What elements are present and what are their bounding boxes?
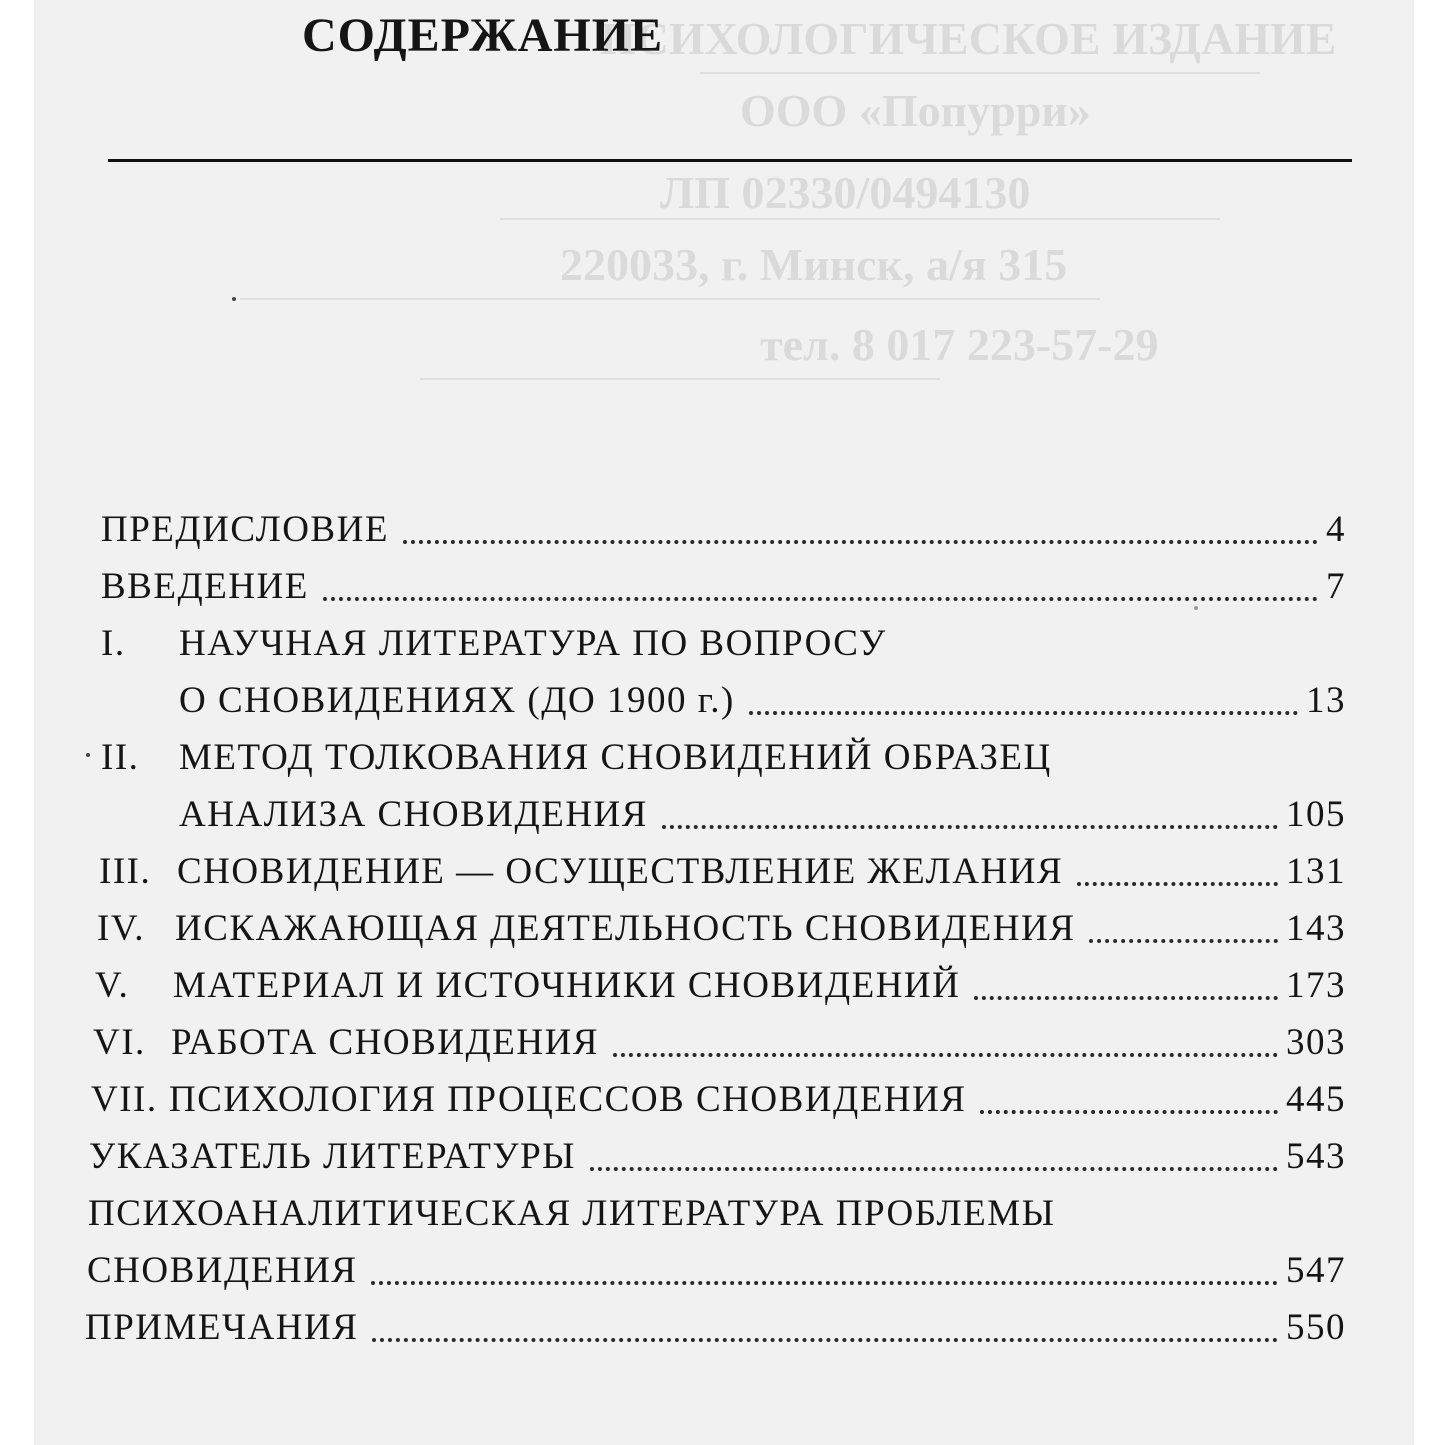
toc-page-number: 7 [1326,566,1346,607]
toc-entry-chapter-2-line-1 [101,733,1346,783]
page-title: СОДЕРЖАНИЕ [302,9,664,62]
toc-page-number: 105 [1286,794,1346,835]
toc-entry-label: СНОВИДЕНИЕ — ОСУЩЕСТВЛЕНИЕ ЖЕЛАНИЯ [177,851,1064,892]
toc-entry-label: ИСКАЖАЮЩАЯ ДЕЯТЕЛЬНОСТЬ СНОВИДЕНИЯ [175,908,1076,949]
toc-entry-label: МЕТОД ТОЛКОВАНИЯ СНОВИДЕНИЙ ОБРАЗЕЦ [179,737,1052,778]
toc-entry-label: ПСИХОАНАЛИТИЧЕСКАЯ ЛИТЕРАТУРА ПРОБЛЕМЫ [88,1193,1056,1234]
show-through-line-5: тел. 8 017 223-57-29 [760,319,1159,370]
dot-leader [974,996,1278,1000]
toc-entry-psychoanalytic-literature-line-1 [88,1189,1346,1239]
dot-leader [371,1281,1278,1285]
toc-page-number: 550 [1286,1307,1346,1348]
show-through-rule [500,218,1220,220]
toc-chapter-number: II. [101,737,140,778]
toc-page-number: 173 [1286,965,1346,1006]
toc-entry-preface [101,505,1346,555]
toc-entry-introduction [101,562,1346,612]
toc-entry-chapter-3 [99,847,1346,897]
toc-entry-chapter-2-line-2 [179,790,1346,840]
show-through-line-4: 220033, г. Минск, а/я 315 [560,239,1068,290]
dot-leader [1077,882,1278,886]
toc-chapter-number: V. [95,965,130,1006]
toc-page-number: 445 [1286,1079,1346,1120]
print-speck [232,297,236,301]
toc-entry-chapter-5 [95,961,1346,1011]
toc-chapter-number: VII. [91,1079,158,1120]
toc-entry-label-continued: О СНОВИДЕНИЯХ (ДО 1900 г.) [179,680,735,721]
toc-page-number: 131 [1286,851,1346,892]
toc-entry-chapter-1-line-2 [179,676,1346,726]
dot-leader [323,597,1318,601]
toc-chapter-number: VI. [93,1022,146,1063]
toc-entry-notes [85,1303,1346,1353]
toc-entry-label: ПРИМЕЧАНИЯ [85,1307,359,1348]
dot-leader [590,1167,1278,1171]
toc-entry-chapter-7 [91,1075,1346,1125]
toc-entry-label: НАУЧНАЯ ЛИТЕРАТУРА ПО ВОПРОСУ [179,623,887,664]
toc-page-number: 4 [1326,509,1346,550]
show-through-line-3: ЛП 02330/0494130 [660,167,1031,218]
toc-entry-label: ВВЕДЕНИЕ [101,566,309,607]
toc-entry-label: МАТЕРИАЛ И ИСТОЧНИКИ СНОВИДЕНИЙ [173,965,961,1006]
toc-entry-label: ПСИХОЛОГИЯ ПРОЦЕССОВ СНОВИДЕНИЯ [169,1079,967,1120]
title-rule [108,159,1352,162]
toc-entry-chapter-6 [93,1018,1346,1068]
toc-entry-psychoanalytic-literature-line-2 [87,1246,1346,1296]
toc-entry-bibliography [89,1132,1346,1182]
dot-leader [1089,939,1278,943]
toc-entry-label: УКАЗАТЕЛЬ ЛИТЕРАТУРЫ [89,1136,576,1177]
dot-leader [662,825,1278,829]
toc-page-number: 303 [1286,1022,1346,1063]
print-speck [1194,606,1198,610]
show-through-line-2: ООО «Попурри» [740,85,1091,136]
show-through-rule [420,378,940,380]
left-margin [0,0,34,1445]
toc-page-number: 143 [1286,908,1346,949]
show-through-line-1: ПСИХОЛОГИЧЕСКОЕ ИЗДАНИЕ [600,13,1337,64]
toc-entry-label: РАБОТА СНОВИДЕНИЯ [171,1022,599,1063]
dot-leader [749,711,1298,715]
toc-chapter-number: III. [99,851,152,892]
toc-entry-label-continued: СНОВИДЕНИЯ [87,1250,358,1291]
toc-chapter-number: IV. [97,908,146,949]
toc-page-number: 543 [1286,1136,1346,1177]
dot-leader [403,540,1318,544]
toc-page-number: 13 [1306,680,1346,721]
toc-entry-label-continued: АНАЛИЗА СНОВИДЕНИЯ [179,794,648,835]
dot-leader [372,1338,1278,1342]
toc-chapter-number: I. [101,623,126,664]
dot-leader [980,1110,1278,1114]
toc-entry-chapter-4 [97,904,1346,954]
show-through-rule [240,298,1100,300]
print-speck [86,753,90,757]
show-through-rule [700,72,1260,74]
toc-entry-chapter-1-line-1 [101,619,1346,669]
dot-leader [613,1053,1278,1057]
toc-entry-label: ПРЕДИСЛОВИЕ [101,509,389,550]
right-margin [1414,0,1445,1445]
toc-page-number: 547 [1286,1250,1346,1291]
